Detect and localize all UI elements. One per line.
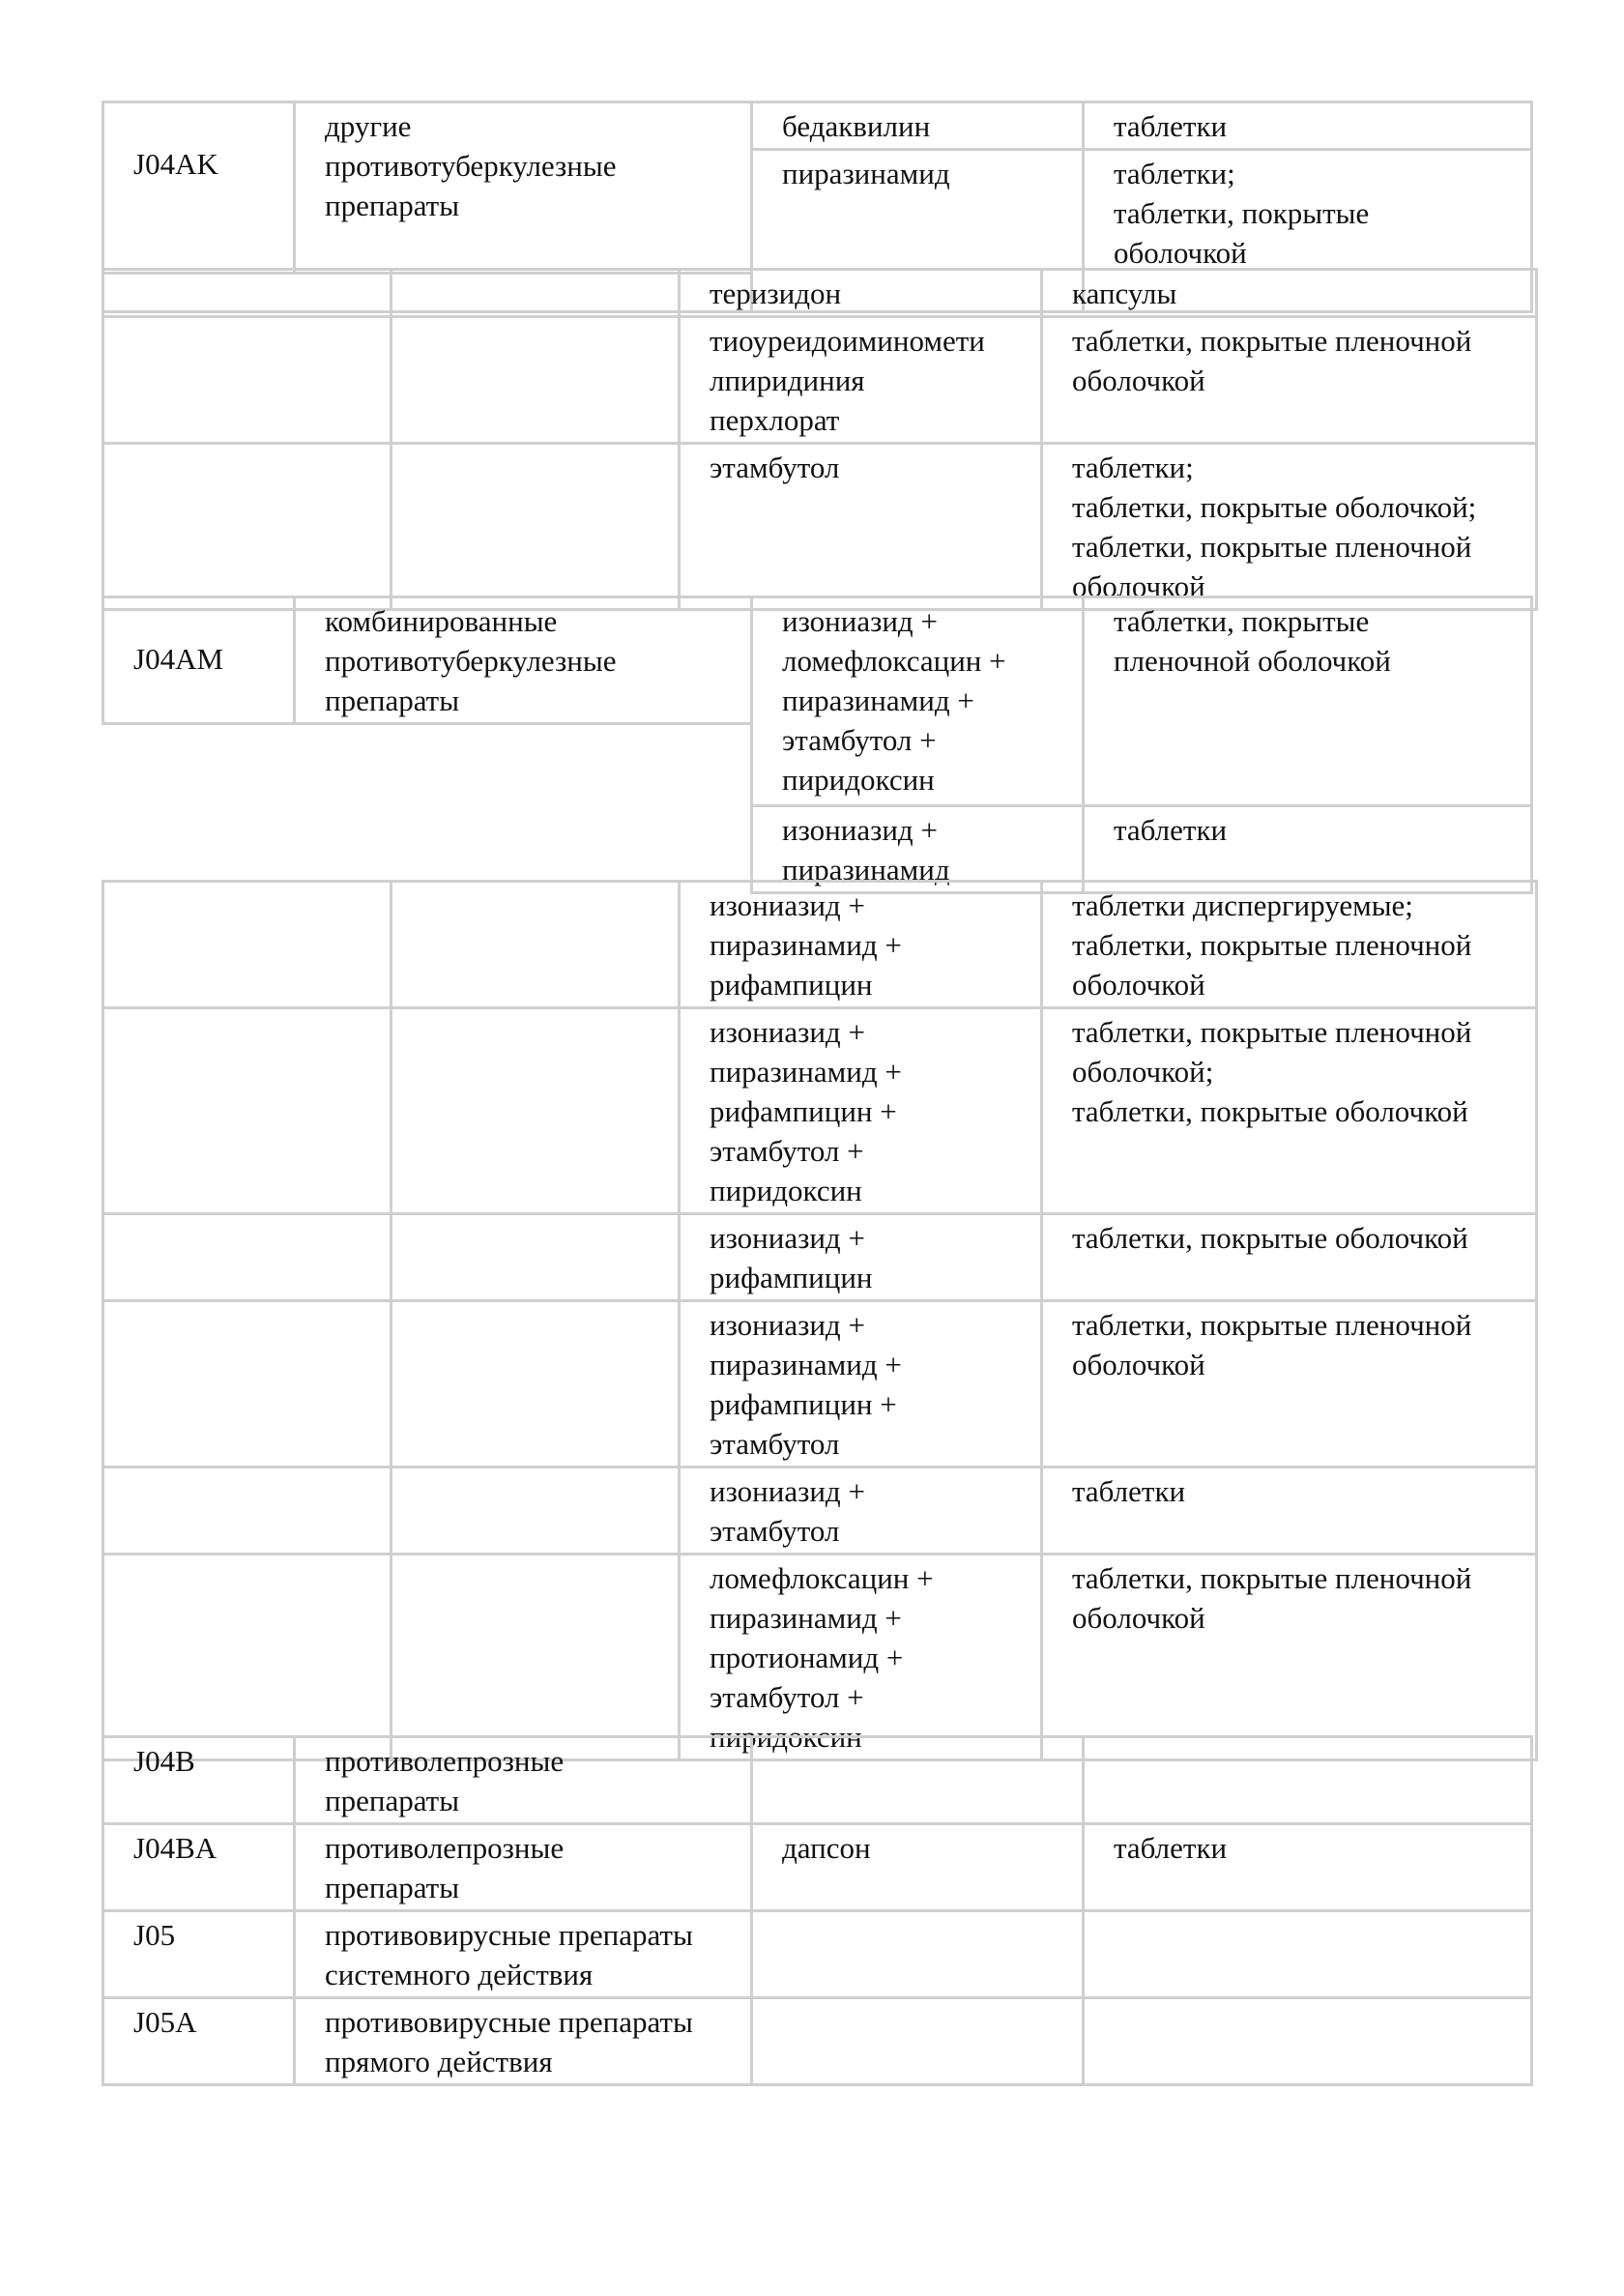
dosage-form: таблетки <box>1084 102 1532 150</box>
drug-name <box>752 1737 1084 1824</box>
empty-cell <box>392 270 680 317</box>
empty-cell <box>392 1008 680 1214</box>
dosage-form <box>1084 1911 1532 1998</box>
empty-cell <box>103 1468 392 1555</box>
dosage-form: таблетки, покрытые пленочной оболочкой <box>1042 1555 1537 1760</box>
drug-name: изониазид + пиразинамид + рифампицин + этамбутол <box>680 1301 1042 1468</box>
empty-cell <box>103 317 392 444</box>
dosage-form: таблетки, покрытые оболочкой <box>1042 1214 1537 1301</box>
dosage-form <box>1084 1998 1532 2085</box>
table-row <box>103 317 1537 444</box>
table-block-j04b-j05a <box>102 1735 1533 2086</box>
dosage-form: таблетки, покрытые пленочной оболочкой; таблетки, покрытые оболочкой <box>1042 1008 1537 1214</box>
empty-cell <box>103 1301 392 1468</box>
empty-cell <box>392 317 680 444</box>
table-block-j04am <box>102 596 1533 894</box>
empty-cell <box>392 1468 680 1555</box>
drug-name <box>752 1998 1084 2085</box>
empty-cell <box>103 444 392 610</box>
atc-group: противовирусные препараты прямого действия <box>295 1998 752 2085</box>
table-block-continuation-2 <box>102 880 1538 1761</box>
drug-name: изониазид + этамбутол <box>680 1468 1042 1555</box>
dosage-form: таблетки, покрытые пленочной оболочкой <box>1042 317 1537 444</box>
drug-name <box>752 1911 1084 1998</box>
dosage-form: таблетки, покрытые пленочной оболочкой <box>1042 1301 1537 1468</box>
table-row <box>103 1737 1532 1824</box>
drug-name: изониазид + ломефлоксацин + пиразинамид + этамбутол + пиридоксин <box>752 597 1084 806</box>
dosage-form: таблетки, покрытые пленочной оболочкой <box>1084 597 1532 806</box>
atc-code: J04AM <box>103 597 295 724</box>
atc-code: J05 <box>103 1911 295 1998</box>
table-row <box>103 597 1532 724</box>
empty-cell <box>392 1555 680 1760</box>
empty-cell <box>103 1008 392 1214</box>
atc-code: J04BA <box>103 1824 295 1911</box>
table-row <box>103 1214 1537 1301</box>
drug-name: бедаквилин <box>752 102 1084 150</box>
table-block-continuation-1 <box>102 268 1538 611</box>
empty-cell <box>392 882 680 1008</box>
table-row <box>103 102 1532 150</box>
dosage-form <box>1084 1737 1532 1824</box>
atc-group: другие противотуберкулезные препараты <box>295 102 752 274</box>
table-row <box>103 882 1537 1008</box>
dosage-form: таблетки; таблетки, покрытые оболочкой <box>1084 150 1532 312</box>
empty-cell <box>392 444 680 610</box>
dosage-form: таблетки диспергируемые; таблетки, покрытые пленочной оболочкой <box>1042 882 1537 1008</box>
drug-name: теризидон <box>680 270 1042 317</box>
atc-group: противолепрозные препараты <box>295 1824 752 1911</box>
atc-group: противолепрозные препараты <box>295 1737 752 1824</box>
empty-cell <box>103 1214 392 1301</box>
table-row <box>103 1824 1532 1911</box>
empty-cell <box>392 1301 680 1468</box>
dosage-form: таблетки <box>1084 806 1532 893</box>
table-row <box>103 444 1537 610</box>
atc-code: J05A <box>103 1998 295 2085</box>
atc-code: J04AK <box>103 102 295 274</box>
empty-cell <box>103 724 752 806</box>
table-row <box>103 270 1537 317</box>
empty-cell <box>103 270 392 317</box>
empty-cell <box>103 1555 392 1760</box>
atc-code: J04B <box>103 1737 295 1824</box>
drug-name: этамбутол <box>680 444 1042 610</box>
table-row <box>103 1468 1537 1555</box>
table-row <box>103 1911 1532 1998</box>
table-row <box>103 1998 1532 2085</box>
atc-group: комбинированные противотуберкулезные препараты <box>295 597 752 724</box>
dosage-form: таблетки; таблетки, покрытые оболочкой; таблетки, покрытые пленочной оболочкой <box>1042 444 1537 610</box>
dosage-form: таблетки <box>1084 1824 1532 1911</box>
dosage-form: таблетки <box>1042 1468 1537 1555</box>
drug-name: изониазид + пиразинамид <box>752 806 1084 893</box>
drug-name: ломефлоксацин + пиразинамид + протионамид + этамбутол + пиридоксин <box>680 1555 1042 1760</box>
table-row <box>103 1301 1537 1468</box>
dosage-form: капсулы <box>1042 270 1537 317</box>
atc-group: противовирусные препараты системного действия <box>295 1911 752 1998</box>
table-row <box>103 1008 1537 1214</box>
drug-name: изониазид + рифампицин <box>680 1214 1042 1301</box>
drug-name: изониазид + пиразинамид + рифампицин + этамбутол + пиридоксин <box>680 1008 1042 1214</box>
empty-cell <box>392 1214 680 1301</box>
drug-name: изониазид + пиразинамид + рифампицин <box>680 882 1042 1008</box>
drug-name: дапсон <box>752 1824 1084 1911</box>
drug-name: пиразинамид <box>752 150 1084 312</box>
table-row <box>103 1555 1537 1760</box>
empty-cell <box>103 882 392 1008</box>
drug-name: тиоуреидоиминомети лпиридиния перхлорат <box>680 317 1042 444</box>
